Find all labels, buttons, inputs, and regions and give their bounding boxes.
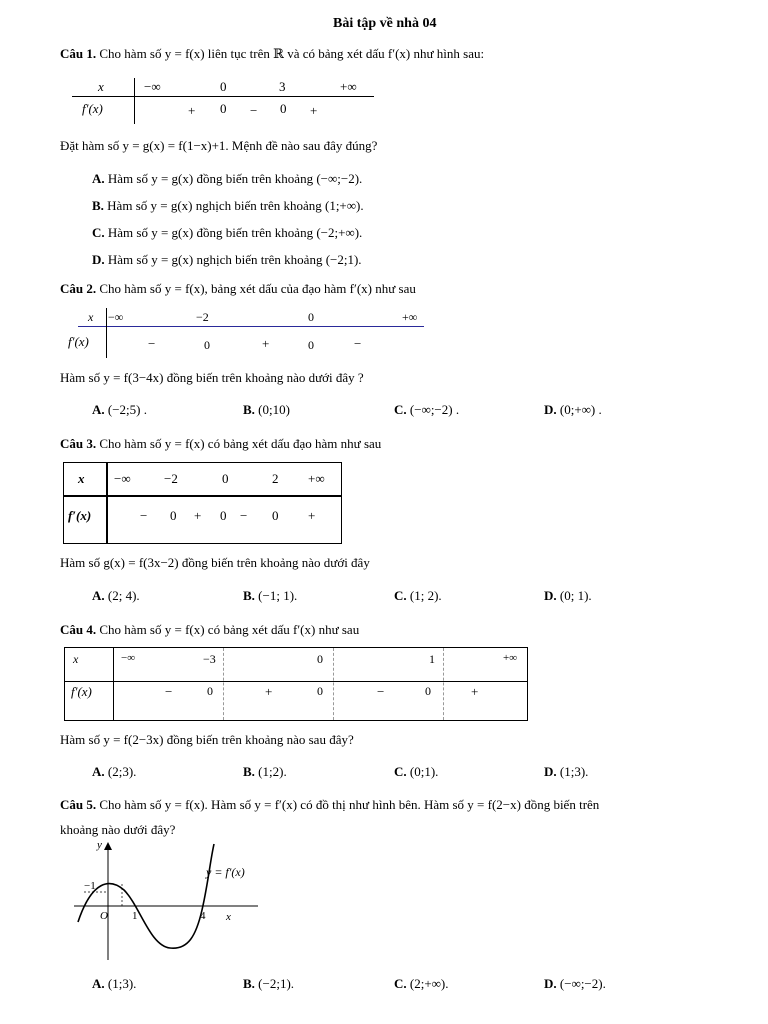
q4-sign: − [165,684,173,699]
q2-stem-line [60,281,416,297]
q3-sign: + [194,508,202,523]
q2-option-a: A. (−2;5) . [92,402,147,417]
q1-x-value: −∞ [144,79,161,94]
q4-sign: + [265,684,273,699]
q3-x-value: +∞ [308,471,325,486]
q4-sign-table [64,647,528,721]
q5-label-neg1: −1 [84,880,96,892]
q3-x-value: −∞ [114,471,131,486]
q1-stem-line [60,46,484,62]
q2-table-fp-label: f′(x) [68,334,89,349]
y-axis-arrow-icon [104,842,112,850]
q2-sign: 0 [308,338,314,352]
q4-table-x-label: x [73,652,79,666]
q4-x-value: −3 [203,652,216,666]
page-title: Bài tập về nhà 04 [333,16,437,31]
q3-sign: 0 [170,508,177,523]
q3-option-d: D. (0; 1). [544,588,592,603]
q5-option-c: C. (2;+∞). [394,976,449,991]
q5-origin-label: O [100,910,108,922]
q1-sign-table [72,78,374,124]
q2-x-value: −∞ [108,310,124,324]
q5-stem-line [60,797,599,813]
q2-x-value: 0 [308,310,314,324]
q4-label: Câu 4. [60,622,97,637]
q1-option-d: D. Hàm số y = g(x) nghịch biến trên khoảng (−2;1). [92,252,362,267]
q5-derivative-graph [70,840,270,968]
q2-option-c: C. (−∞;−2) . [394,402,460,417]
q5-label: Câu 5. [60,797,97,812]
q5-curve-label: y = f′(x) [206,865,245,879]
q4-option-a: A. (2;3). [92,764,137,779]
q3-table-fp-label: f′(x) [68,508,92,523]
q2-stem: Cho hàm số y = f(x), bảng xét dấu của đạo hàm f′(x) như sau [99,281,416,296]
q5-stem-line2: khoảng nào dưới đây? [60,822,176,837]
q3-option-c: C. (1; 2). [394,588,442,603]
q1-table-fp-label: f′(x) [82,101,103,116]
q4-sign: + [471,684,479,699]
q4-table-fp-label: f′(x) [71,684,92,699]
derivative-curve [78,844,214,948]
q2-sign: + [262,336,270,351]
q3-stem-line [60,436,381,452]
q5-label-1: 1 [132,910,138,922]
q4-x-value: 1 [429,652,435,666]
q3-x-value: −2 [164,471,178,486]
q3-sign: − [140,508,148,523]
q1-sign: + [310,103,318,118]
q4-question: Hàm số y = f(2−3x) đồng biến trên khoảng nào sau đây? [60,732,354,747]
q2-sign-table [68,308,424,358]
q4-stem: Cho hàm số y = f(x) có bảng xét dấu f′(x) như sau [99,622,360,637]
q2-x-value: +∞ [402,310,418,324]
q4-x-value: +∞ [503,652,518,664]
q1-sign: 0 [280,101,287,116]
q2-sign: − [148,336,156,351]
q4-option-d: D. (1;3). [544,764,589,779]
q3-option-b: B. (−1; 1). [243,588,298,603]
q5-option-b: B. (−2;1). [243,976,295,991]
q3-question: Hàm số g(x) = f(3x−2) đồng biến trên khoảng nào dưới đây [60,555,370,570]
q2-x-value: −2 [196,310,209,324]
q4-sign: − [377,684,385,699]
q1-option-c: C. Hàm số y = g(x) đồng biến trên khoảng (−2;+∞). [92,225,363,240]
q5-option-a: A. (1;3). [92,976,137,991]
q1-x-value: +∞ [340,79,357,94]
q3-option-a: A. (2; 4). [92,588,140,603]
q1-sign: − [250,103,258,118]
q2-question: Hàm số y = f(3−4x) đồng biến trên khoảng nào dưới đây ? [60,370,364,385]
q1-option-b: B. Hàm số y = g(x) nghịch biến trên khoảng (1;+∞). [92,198,364,213]
q1-sign: 0 [220,101,227,116]
q3-stem: Cho hàm số y = f(x) có bảng xét dấu đạo hàm như sau [99,436,382,451]
q3-sign-table [63,462,342,544]
q4-stem-line [60,622,359,638]
q4-sign: 0 [425,684,431,698]
q3-x-value: 2 [272,471,279,486]
q5-label-4: 4 [200,910,206,922]
q1-x-value: 0 [220,79,227,94]
q3-x-value: 0 [222,471,229,486]
q2-sign: 0 [204,338,210,352]
q2-option-d: D. (0;+∞) . [544,402,602,417]
q2-sign: − [354,336,362,351]
q2-table-x-label: x [88,310,94,324]
q4-x-value: 0 [317,652,323,666]
q1-x-value: 3 [279,79,286,94]
q4-option-b: B. (1;2). [243,764,287,779]
q1-table-x-label: x [98,79,104,94]
q4-option-c: C. (0;1). [394,764,439,779]
q3-sign: 0 [272,508,279,523]
q3-sign: 0 [220,508,227,523]
q1-question: Đặt hàm số y = g(x) = f(1−x)+1. Mệnh đề nào sau đây đúng? [60,138,378,153]
q1-label: Câu 1. [60,46,97,61]
q3-table-x-label: x [78,471,85,486]
q5-y-axis-label: y [97,840,102,851]
q5-option-d: D. (−∞;−2). [544,976,606,991]
q3-sign: − [240,508,248,523]
q4-x-value: −∞ [121,652,136,664]
q3-label: Câu 3. [60,436,97,451]
q4-sign: 0 [317,684,323,698]
q5-stem-line1: Cho hàm số y = f(x). Hàm số y = f′(x) có đồ thị như hình bên. Hàm số y = f(2−x) đồng biến trên [99,797,600,812]
q5-x-axis-label: x [226,911,231,923]
q1-option-a: A. Hàm số y = g(x) đồng biến trên khoảng (−∞;−2). [92,171,363,186]
q2-option-b: B. (0;10) [243,402,290,417]
q1-sign: + [188,103,196,118]
q1-stem: Cho hàm số y = f(x) liên tục trên ℝ và có bảng xét dấu f′(x) như hình sau: [99,46,485,61]
q3-sign: + [308,508,316,523]
q4-sign: 0 [207,684,213,698]
q2-label: Câu 2. [60,281,97,296]
